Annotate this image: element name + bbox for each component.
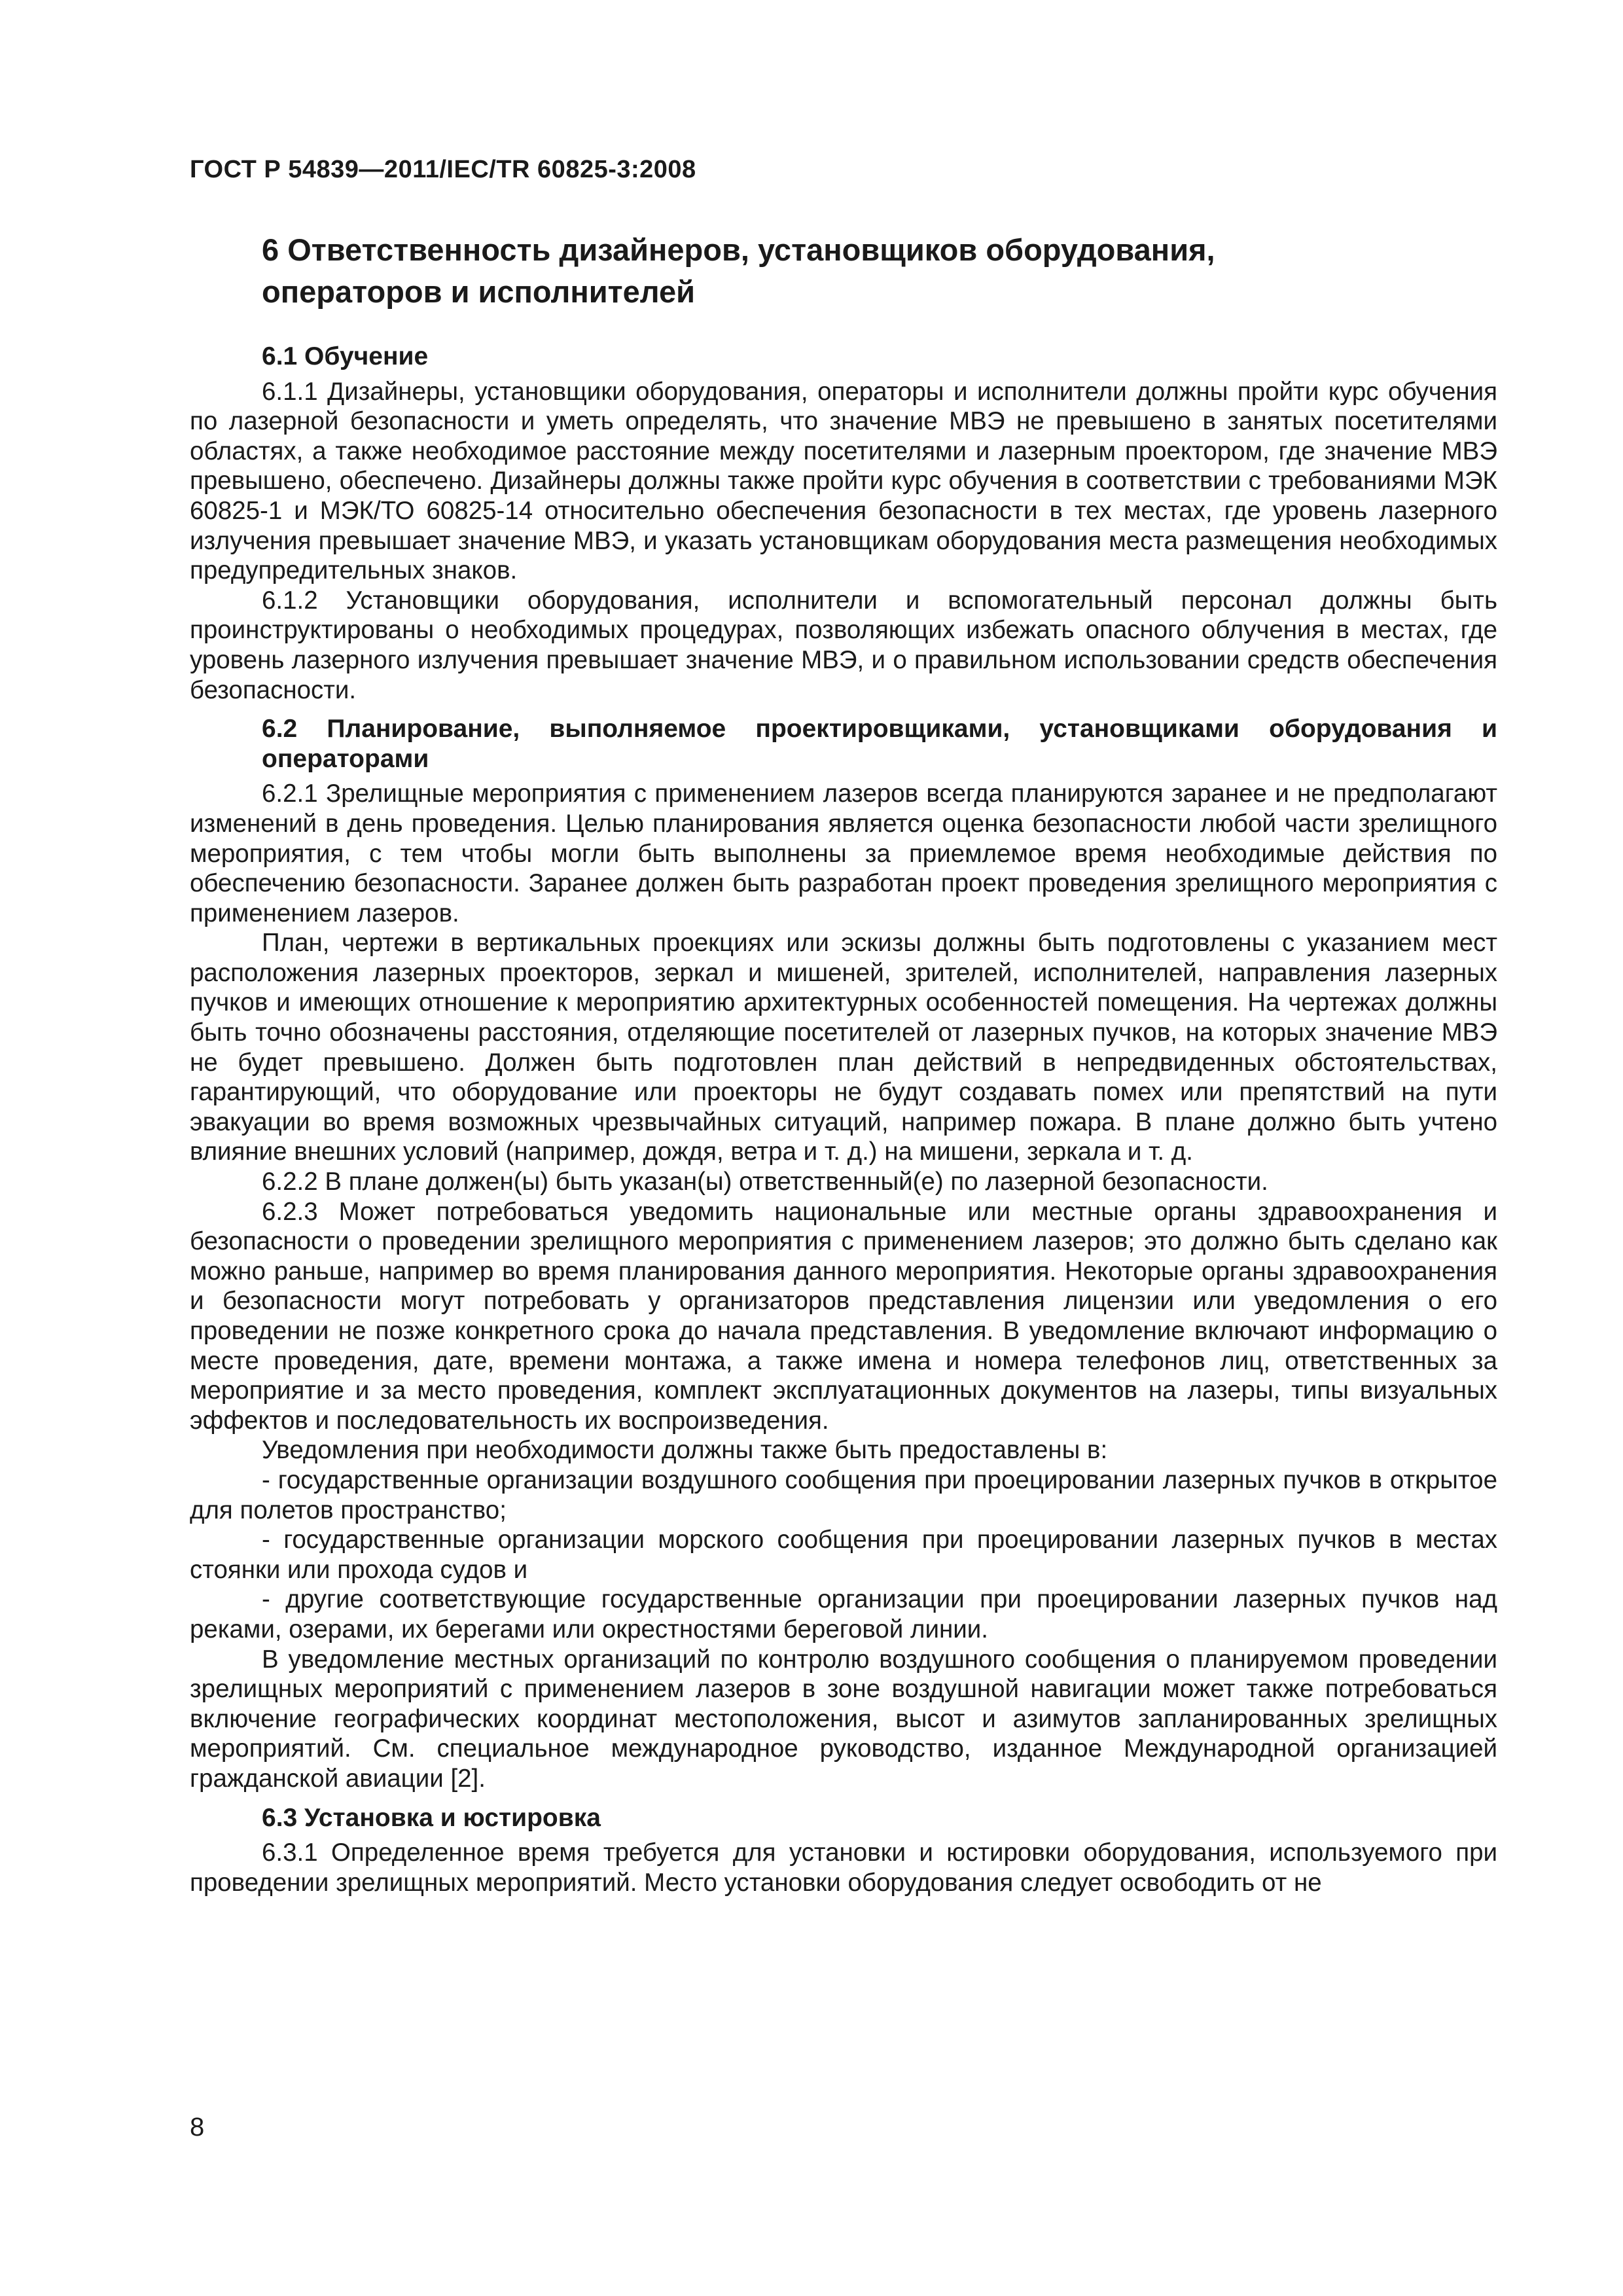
- list-item-sea: - государственные организации морского сообщения при проецировании лазерных пучков в местах стоянки или прохода судов и: [190, 1526, 1497, 1584]
- subsection-heading-6-1: 6.1 Обучение: [262, 342, 429, 370]
- paragraph-6-2-2: 6.2.2 В плане должен(ы) быть указан(ы) ответственный(е) по лазерной безопасности.: [262, 1168, 1268, 1196]
- standard-header: ГОСТ Р 54839—2011/IEC/TR 60825-3:2008: [190, 156, 696, 183]
- section-title-line-2: операторов и исполнителей: [262, 274, 696, 309]
- paragraph-plan: План, чертежи в вертикальных проекциях или эскизы должны быть подготовлены с указанием мест расположения лазерных проекторов, зеркал и мишеней, зрителей, исполнителей, направления лазерных пучков и имеющих отношение к мероприятию архитектурных особенностей помещения. На чертежах должны быть точно обозначены расстояния, отделяющие посетителей от лазерных пучков, на которых значение МВЭ не будет превышено. Должен быть подготовлен план действий в непредвиденных обстоятельствах, гарантирующий, что оборудование или проекторы не будут создавать помех или препятствий на пути эвакуации во время возможных чрезвычайных ситуаций, например пожара. В плане должно быть учтено влияние внешних условий (например, дождя, ветра и т. д.) на мишени, зеркала и т. д.: [190, 929, 1497, 1166]
- paragraph-air-navigation: В уведомление местных организаций по контролю воздушного сообщения о планируемом проведении зрелищных мероприятий с применением лазеров в зоне воздушной навигации может также потребоваться включение географических координат местоположения, высот и азимутов запланированных зрелищных мероприятий. См. специальное международное руководство, изданное Международной организацией гражданской авиации [2].: [190, 1645, 1497, 1793]
- page-number: 8: [190, 2113, 205, 2142]
- section-title-line-1: 6 Ответственность дизайнеров, установщиков оборудования,: [262, 232, 1215, 267]
- subsection-heading-6-2: 6.2 Планирование, выполняемое проектировщиками, установщиками оборудования и операторами: [262, 715, 1497, 773]
- subsection-heading-6-3: 6.3 Установка и юстировка: [262, 1803, 601, 1832]
- paragraph-notifications: Уведомления при необходимости должны также быть предоставлены в:: [262, 1436, 1108, 1465]
- section-title: [262, 229, 1505, 313]
- paragraph-6-2-3: 6.2.3 Может потребоваться уведомить национальные или местные органы здравоохранения и безопасности о проведении зрелищного мероприятия с применением лазеров; это должно быть сделано как можно раньше, например во время планирования данного мероприятия. Некоторые органы здравоохранения и безопасности могут потребовать у организаторов представления лицензии или уведомления о его проведении не позже конкретного срока до начала представления. В уведомление включают информацию о месте проведения, дате, времени монтажа, а также имена и номера телефонов лиц, ответственных за мероприятие и за место проведения, комплект эксплуатационных документов на лазеры, типы визуальных эффектов и последовательность их воспроизведения.: [190, 1197, 1497, 1435]
- paragraph-6-1-2: 6.1.2 Установщики оборудования, исполнители и вспомогательный персонал должны быть проинструктированы о необходимых процедурах, позволяющих избежать опасного облучения в местах, где уровень лазерного излучения превышает значение МВЭ, и о правильном использовании средств обеспечения безопасности.: [190, 586, 1497, 704]
- paragraph-6-1-1: 6.1.1 Дизайнеры, установщики оборудования, операторы и исполнители должны пройти курс обучения по лазерной безопасности и уметь определять, что значение МВЭ не превышено в занятых посетителями областях, а также необходимое расстояние между посетителями и лазерным проектором, где значение МВЭ превышено, обеспечено. Дизайнеры должны также пройти курс обучения в соответствии с требованиями МЭК 60825-1 и МЭК/ТО 60825-14 относительно обеспечения безопасности в тех местах, где уровень лазерного излучения превышает значение МВЭ, и указать установщикам оборудования места размещения необходимых предупредительных знаков.: [190, 377, 1497, 585]
- list-item-air: - государственные организации воздушного сообщения при проецировании лазерных пучков в открытое для полетов пространство;: [190, 1465, 1497, 1524]
- paragraph-6-2-1: 6.2.1 Зрелищные мероприятия с применением лазеров всегда планируются заранее и не предполагают изменений в день проведения. Целью планирования является оценка безопасности любой части зрелищного мероприятия, с тем чтобы могли быть выполнены за приемлемое время необходимые действия по обеспечению безопасности. Заранее должен быть разработан проект проведения зрелищного мероприятия с применением лазеров.: [190, 780, 1497, 927]
- paragraph-6-3-1: 6.3.1 Определенное время требуется для установки и юстировки оборудования, используемого при проведении зрелищных мероприятий. Место установки оборудования следует освободить от не: [190, 1839, 1497, 1897]
- list-item-other: - другие соответствующие государственные организации при проецировании лазерных пучков над реками, озерами, их берегами или окрестностями береговой линии.: [190, 1585, 1497, 1643]
- document-body: [190, 342, 1497, 1897]
